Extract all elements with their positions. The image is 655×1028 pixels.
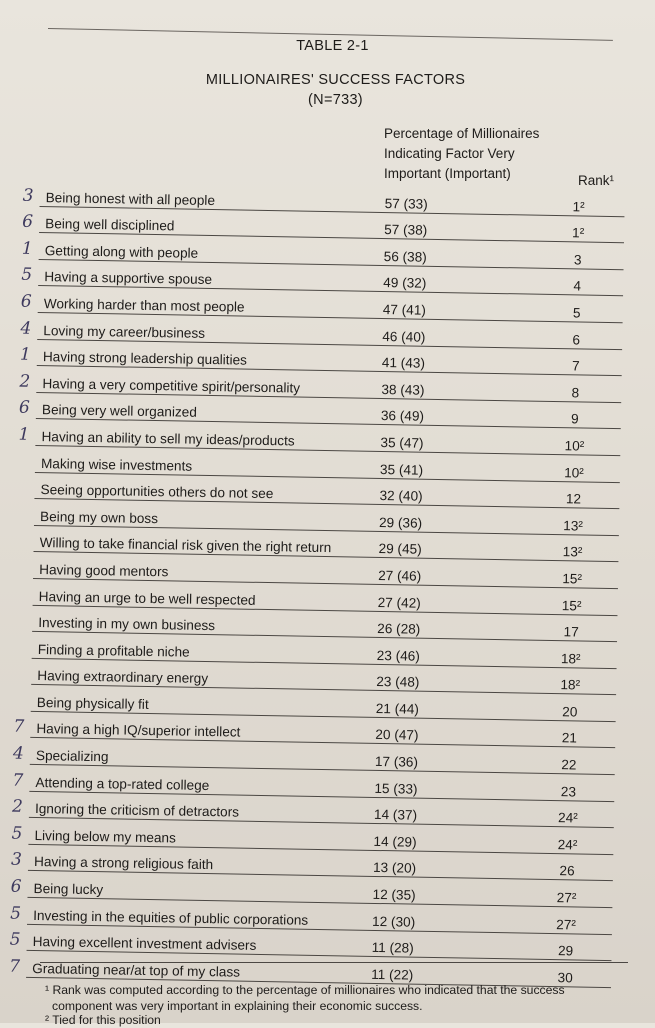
handwritten-mark: 5 xyxy=(11,823,23,844)
rank-cell: 24² xyxy=(557,810,578,826)
table-title: MILLIONAIRES' SUCCESS FACTORS xyxy=(205,72,466,88)
percentage-cell: 14 (37) xyxy=(373,807,418,823)
percentage-cell: 20 (47) xyxy=(375,727,419,744)
percentage-cell: 14 (29) xyxy=(373,833,417,850)
handwritten-mark: 6 xyxy=(10,876,22,897)
percentage-cell: 12 (35) xyxy=(372,886,416,903)
factor-cell: Having an ability to sell my ideas/products xyxy=(41,429,295,449)
percentage-cell: 29 (45) xyxy=(378,541,422,558)
rank-cell: 15² xyxy=(561,597,582,614)
factor-cell: Having excellent investment advisers xyxy=(32,934,257,954)
factor-cell: Getting along with people xyxy=(44,242,199,261)
rank-cell: 20 xyxy=(562,704,578,720)
factor-cell: Having a strong religious faith xyxy=(33,854,214,873)
percentage-cell: 17 (36) xyxy=(374,753,419,770)
percentage-cell: 21 (44) xyxy=(375,700,420,717)
footnote-1-continued: component was very important in explaining their economic success. xyxy=(52,999,423,1013)
success-factors-table xyxy=(9,180,625,988)
rank-cell: 30 xyxy=(557,969,573,986)
percentage-cell: 12 (30) xyxy=(371,913,416,930)
rank-cell: 4 xyxy=(573,278,582,294)
percentage-cell: 35 (41) xyxy=(379,461,424,478)
rank-cell: 27² xyxy=(556,890,577,906)
percentage-cell: 57 (38) xyxy=(384,222,428,238)
col-header-line: Indicating Factor Very xyxy=(384,146,515,161)
percentage-cell: 32 (40) xyxy=(379,488,423,504)
handwritten-mark: 3 xyxy=(22,185,34,206)
rank-cell: 6 xyxy=(572,331,581,348)
handwritten-mark: 6 xyxy=(20,291,32,312)
factor-cell: Being honest with all people xyxy=(45,189,216,208)
rank-cell: 3 xyxy=(573,252,582,268)
factor-cell: Having good mentors xyxy=(39,561,169,580)
factor-cell: Investing in the equities of public corporations xyxy=(33,907,309,928)
handwritten-mark: 4 xyxy=(12,743,24,764)
rank-cell: 24² xyxy=(557,836,578,853)
rank-cell: 21 xyxy=(561,730,578,746)
rank-cell: 10² xyxy=(564,464,584,481)
rank-cell: 18² xyxy=(560,677,581,693)
footnote-2: ² Tied for this position xyxy=(45,1013,161,1027)
handwritten-mark: 5 xyxy=(21,265,33,286)
factor-cell: Having a high IQ/superior intellect xyxy=(36,721,241,741)
rank-cell: 17 xyxy=(563,624,579,640)
rank-cell: 23 xyxy=(560,783,577,800)
percentage-cell: 29 (36) xyxy=(378,514,423,531)
factor-cell: Having a very competitive spirit/personality xyxy=(42,375,301,396)
handwritten-mark: 5 xyxy=(10,903,22,924)
handwritten-mark: 6 xyxy=(18,398,31,419)
percentage-cell: 36 (49) xyxy=(380,408,425,425)
rank-column-header: Rank¹ xyxy=(578,173,615,188)
rank-cell: 15² xyxy=(562,571,583,587)
factor-cell: Loving my career/business xyxy=(43,322,206,341)
factor-cell: Living below my means xyxy=(34,827,176,846)
percentage-cell: 11 (28) xyxy=(371,940,414,956)
handwritten-mark: 7 xyxy=(9,956,21,977)
percentage-cell: 38 (43) xyxy=(381,381,425,398)
factor-cell: Specializing xyxy=(35,748,109,765)
factor-cell: Being my own boss xyxy=(40,508,159,526)
handwritten-mark: 7 xyxy=(12,770,24,791)
percentage-cell: 49 (32) xyxy=(383,275,427,292)
rank-cell: 10² xyxy=(564,438,585,454)
rank-cell: 1² xyxy=(572,198,585,215)
factor-cell: Making wise investments xyxy=(40,455,193,474)
factor-cell: Having a supportive spouse xyxy=(44,269,213,288)
factor-cell: Being lucky xyxy=(33,881,104,898)
percentage-cell: 56 (38) xyxy=(383,248,427,265)
rank-cell: 27² xyxy=(556,916,577,933)
factor-cell: Working harder than most people xyxy=(43,296,245,315)
handwritten-mark: 5 xyxy=(9,929,21,950)
handwritten-mark: 6 xyxy=(22,211,34,233)
factor-cell: Being very well organized xyxy=(41,402,198,421)
rank-cell: 29 xyxy=(557,943,574,959)
factor-cell: Seeing opportunities others do not see xyxy=(40,482,274,502)
table-sample-size: (N=733) xyxy=(308,92,363,108)
factor-cell: Having extraordinary energy xyxy=(37,668,209,687)
factor-cell: Willing to take financial risk given the right return xyxy=(39,535,332,556)
percentage-cell: 13 (20) xyxy=(372,860,417,877)
table-number: TABLE 2-1 xyxy=(296,38,369,54)
rank-cell: 12 xyxy=(565,491,582,507)
handwritten-mark: 1 xyxy=(21,238,33,259)
factor-cell: Attending a top-rated college xyxy=(35,774,210,793)
factor-cell: Graduating near/at top of my class xyxy=(32,960,241,980)
footnote-1: ¹ Rank was computed according to the percentage of millionaires who indicated that the success xyxy=(45,983,565,997)
rank-cell: 18² xyxy=(560,650,581,667)
factor-cell: Being physically fit xyxy=(36,694,149,712)
rank-cell: 1² xyxy=(571,225,585,241)
percentage-cell: 35 (47) xyxy=(380,434,424,451)
percentage-cell: 15 (33) xyxy=(374,780,418,797)
rank-cell: 8 xyxy=(571,385,580,401)
percentage-cell: 27 (42) xyxy=(377,594,421,611)
rank-cell: 22 xyxy=(561,757,577,773)
rank-cell: 13² xyxy=(563,517,584,534)
factor-cell: Finding a profitable niche xyxy=(37,641,190,660)
rank-cell: 9 xyxy=(570,411,579,427)
col-header-line: Percentage of Millionaires xyxy=(384,126,540,141)
bottom-rule xyxy=(40,962,628,963)
rank-cell: 13² xyxy=(562,544,583,560)
percentage-cell: 27 (46) xyxy=(378,567,422,584)
factor-cell: Ignoring the criticism of detractors xyxy=(34,801,240,820)
factor-cell: Having strong leadership qualities xyxy=(42,349,248,368)
handwritten-mark: 2 xyxy=(19,371,31,392)
percentage-cell: 23 (46) xyxy=(376,647,420,664)
percentage-cell: 23 (48) xyxy=(376,674,420,690)
percentage-cell: 26 (28) xyxy=(377,621,421,637)
rank-cell: 5 xyxy=(572,305,581,321)
percentage-cell: 47 (41) xyxy=(382,301,426,318)
percentage-cell: 57 (33) xyxy=(384,195,428,212)
handwritten-mark: 1 xyxy=(19,344,31,366)
handwritten-mark: 4 xyxy=(20,318,32,339)
factor-cell: Investing in my own business xyxy=(38,615,216,634)
percentage-cell: 41 (43) xyxy=(381,355,426,371)
percentage-cell: 46 (40) xyxy=(382,328,426,345)
handwritten-mark: 7 xyxy=(13,717,25,738)
percentage-cell: 11 (22) xyxy=(371,966,414,983)
percentage-column-header xyxy=(384,124,584,184)
rank-cell: 26 xyxy=(559,863,575,879)
rank-cell: 7 xyxy=(571,358,580,374)
handwritten-mark: 3 xyxy=(10,850,23,871)
col-header-line: Important (Important) xyxy=(384,166,511,181)
factor-cell: Having an urge to be well respected xyxy=(38,588,256,608)
handwritten-mark: 1 xyxy=(18,424,30,445)
handwritten-mark: 2 xyxy=(11,796,24,818)
factor-cell: Being well disciplined xyxy=(45,216,175,234)
